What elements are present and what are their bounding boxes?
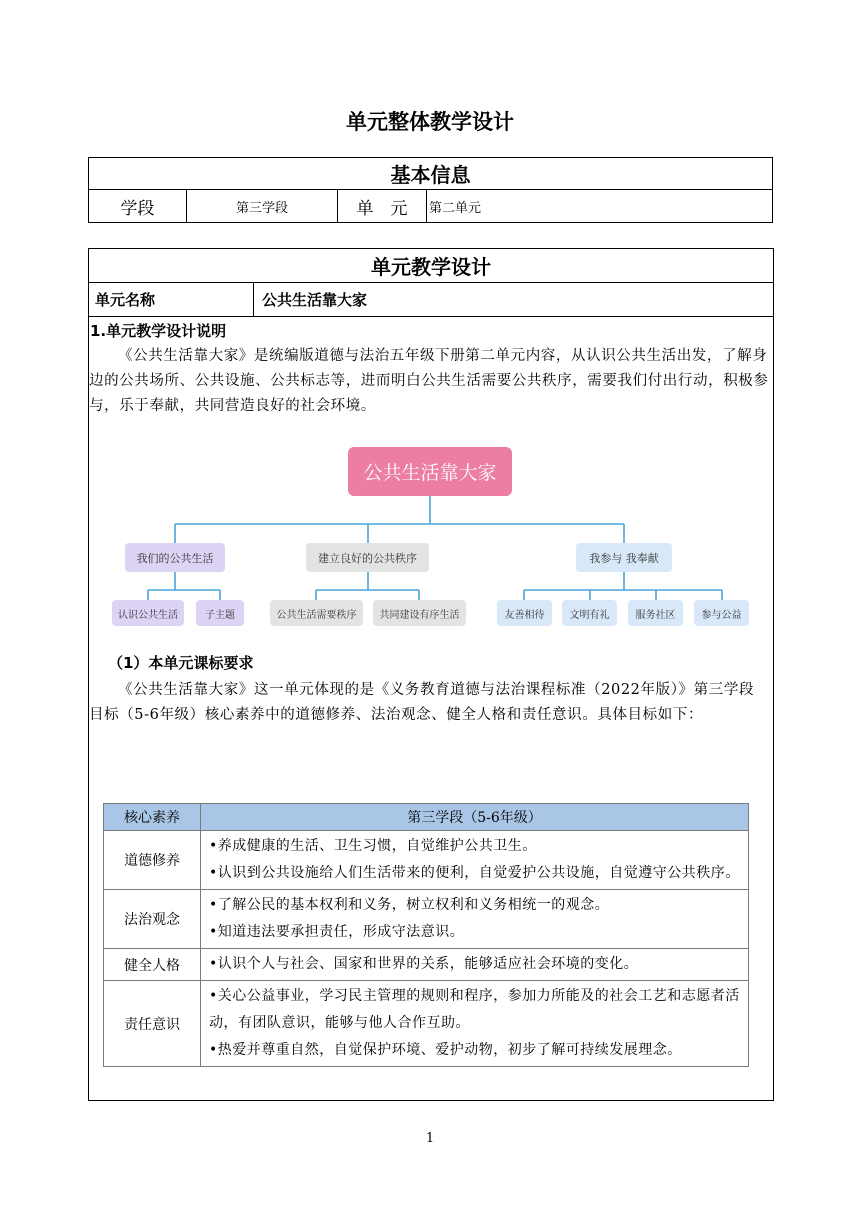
- stage-value: 第三学段: [187, 190, 338, 223]
- page-number: 1: [425, 1131, 435, 1146]
- row-label: 健全人格: [104, 949, 201, 981]
- row-item: •热爱并尊重自然，自觉保护环境、爱护动物，初步了解可持续发展理念。: [209, 1042, 682, 1058]
- basic-info-table: [88, 157, 773, 223]
- mindmap-leaf: 友善相待: [497, 600, 552, 626]
- row-item: •认识到公共设施给人们生活带来的便利，自觉爱护公共设施，自觉遵守公共秩序。: [209, 865, 740, 881]
- row-item: •知道违法要承担责任，形成守法意识。: [209, 924, 465, 940]
- row-item: •关心公益事业，学习民主管理的规则和程序，参加力所能及的社会工艺和志愿者活动，有团队意识，能够与他人合作互助。: [209, 988, 740, 1031]
- col-header-stage: 第三学段（5-6年级）: [201, 804, 749, 831]
- row-item: •养成健康的生活、卫生习惯，自觉维护公共卫生。: [209, 838, 537, 854]
- col-header-core: 核心素养: [104, 804, 201, 831]
- mindmap-leaf: 公共生活需要秩序: [270, 600, 363, 626]
- mindmap-leaf: 服务社区: [628, 600, 683, 626]
- mindmap-branch-2: 建立良好的公共秩序: [306, 543, 429, 572]
- unit-label: 单 元: [338, 190, 427, 223]
- unit-name-value: 公共生活靠大家: [262, 291, 368, 309]
- mindmap-leaf: 认识公共生活: [112, 600, 184, 626]
- section1-title: 1.单元教学设计说明: [90, 322, 227, 340]
- mindmap: [88, 440, 772, 640]
- section1-text: 《公共生活靠大家》是统编版道德与法治五年级下册第二单元内容，从认识公共生活出发，了解身边的公共场所、公共设施、公共标志等，进而明白公共生活需要公共秩序，需要我们付出行动，积极参与，乐于奉献，共同营造良好的社会环境。: [89, 348, 769, 414]
- stage-label: 学段: [89, 190, 187, 223]
- unit-name-row: [89, 283, 773, 317]
- mindmap-branch-1: 我们的公共生活: [125, 543, 225, 572]
- subsection-title: （1）本单元课标要求: [108, 654, 254, 672]
- row-item: •了解公民的基本权利和义务，树立权利和义务相统一的观念。: [209, 897, 610, 913]
- subsection-text: 《公共生活靠大家》这一单元体现的是《义务教育道德与法治课程标准（2022年版）》第三学段目标（5-6年级）核心素养中的道德修养、法治观念、健全人格和责任意识。具体目标如下：: [89, 682, 755, 723]
- row-label: 法治观念: [104, 890, 201, 949]
- document-title: 单元整体教学设计: [346, 110, 514, 134]
- row-item: •认识个人与社会、国家和世界的关系，能够适应社会环境的变化。: [209, 956, 639, 972]
- unit-name-label: 单元名称: [89, 283, 254, 316]
- mindmap-root: 公共生活靠大家: [348, 447, 512, 496]
- basic-info-header: 基本信息: [89, 158, 773, 190]
- standards-table: [103, 803, 749, 1067]
- unit-value: 第二单元: [427, 190, 773, 223]
- row-label: 道德修养: [104, 831, 201, 890]
- mindmap-leaf: 参与公益: [694, 600, 749, 626]
- mindmap-branch-3: 我参与 我奉献: [576, 543, 672, 572]
- unit-design-header: 单元教学设计: [89, 249, 773, 283]
- mindmap-leaf: 子主题: [196, 600, 244, 626]
- mindmap-leaf: 共同建设有序生活: [373, 600, 466, 626]
- row-label: 责任意识: [104, 981, 201, 1067]
- mindmap-leaf: 文明有礼: [562, 600, 617, 626]
